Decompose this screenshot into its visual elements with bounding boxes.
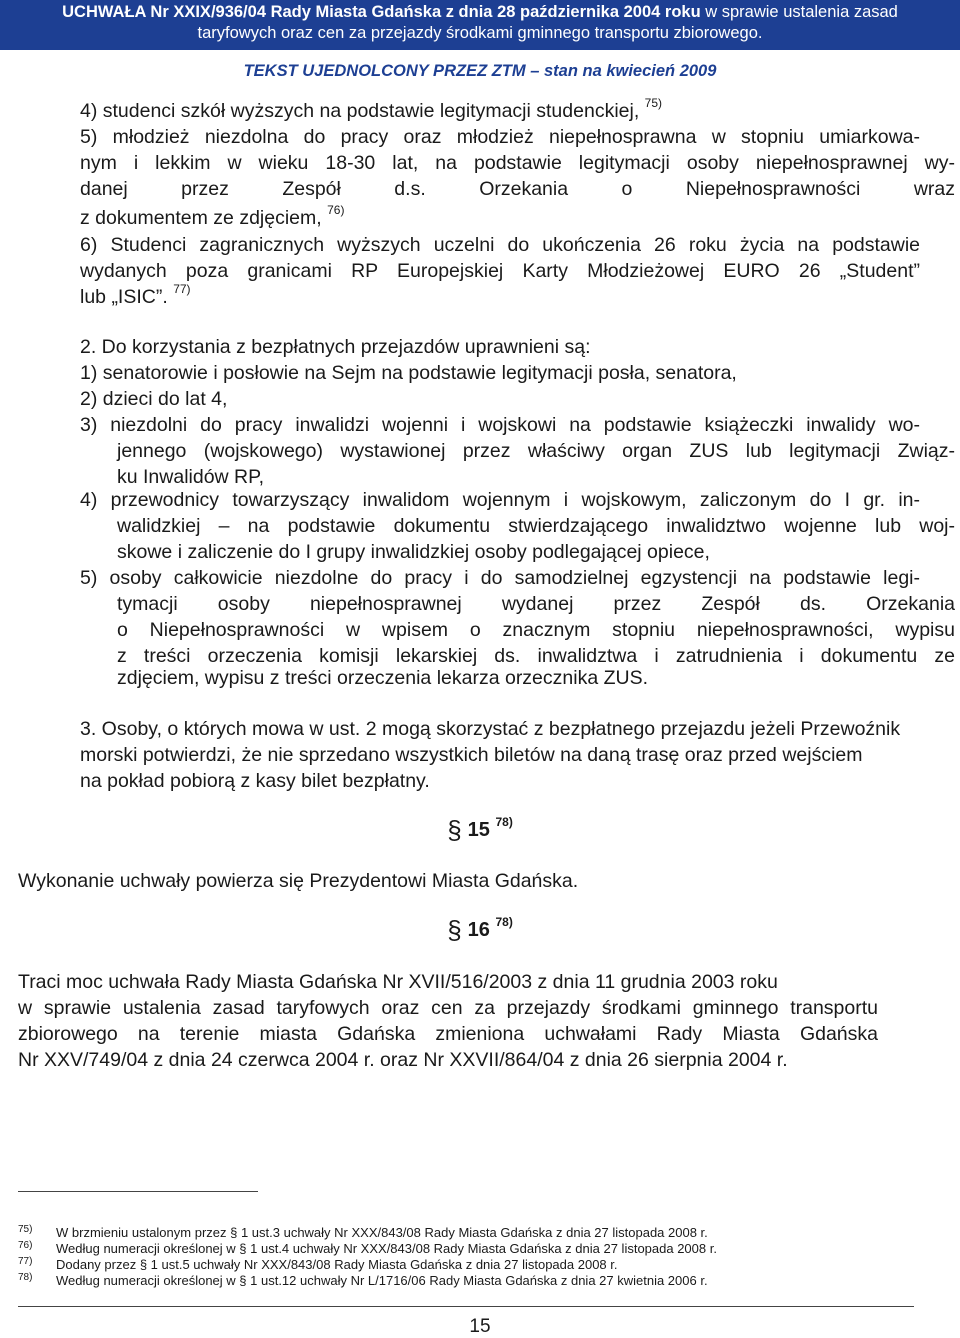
footnote-text: Dodany przez § 1 ust.5 uchwały Nr XXX/843/08 Rady Miasta Gdańska z dnia 27 listopada 2008 r.: [56, 1257, 618, 1272]
text-line-content: lub „ISIC”.: [80, 286, 168, 308]
section-symbol: §: [447, 815, 462, 845]
text-line: [80, 282, 191, 309]
header-line-1: [0, 2, 960, 23]
text-line: Traci moc uchwała Rady Miasta Gdańska Nr XVII/516/2003 z dnia 11 grudnia 2003 roku: [18, 971, 778, 993]
header-line-2: taryfowych oraz cen za przejazdy środkami gminnego transportu zbiorowego.: [197, 24, 763, 42]
section-heading-15: [0, 815, 960, 846]
section-heading-16: [0, 915, 960, 946]
text-line-content: z dokumentem ze zdjęciem,: [80, 207, 322, 229]
text-line: tymacji osoby niepełnosprawnej wydanej przez Zespół ds. Orzekania: [117, 593, 955, 615]
text-line: 1) senatorowie i posłowie na Sejm na podstawie legitymacji posła, senatora,: [80, 362, 737, 384]
footnote-ref: 78): [495, 815, 513, 829]
text-line: nym i lekkim w wieku 18-30 lat, na podstawie legitymacji osoby niepełnosprawnej wy-: [80, 152, 955, 174]
text-line: zbiorowego na terenie miasta Gdańska zmieniona uchwałami Rady Miasta Gdańska: [18, 1023, 878, 1045]
text-line: Nr XXV/749/04 z dnia 24 czerwca 2004 r. oraz Nr XXVII/864/04 z dnia 26 sierpnia 2004 r.: [18, 1049, 788, 1071]
page-footer-divider: [18, 1306, 914, 1307]
footnote-ref: 77): [173, 282, 191, 296]
footnote-text: W brzmieniu ustalonym przez § 1 ust.3 uchwały Nr XXX/843/08 Rady Miasta Gdańska z dnia 27 listopada 2008 r.: [56, 1225, 708, 1240]
text-line: 2) dzieci do lat 4,: [80, 388, 228, 410]
section-symbol: §: [447, 915, 462, 945]
text-line: Wykonanie uchwały powierza się Prezydentowi Miasta Gdańska.: [18, 870, 579, 892]
text-line: o Niepełnosprawności w wpisem o znacznym stopniu niepełnosprawności, wypisu: [117, 619, 955, 641]
text-line: 5) osoby całkowicie niezdolne do pracy i do samodzielnej egzystencji na podstawie legi-: [80, 567, 920, 589]
text-line: 2. Do korzystania z bezpłatnych przejazdów uprawnieni są:: [80, 336, 591, 358]
section-number: 16: [467, 919, 490, 941]
page-number: 15: [469, 1316, 491, 1337]
text-line: jennego (wojskowego) wystawionej przez właściwy organ ZUS lub legitymacji Związ-: [117, 440, 955, 462]
consolidated-text-note: TEKST UJEDNOLCONY PRZEZ ZTM – stan na kwiecień 2009: [243, 62, 717, 80]
text-line: 3) niezdolni do pracy inwalidzi wojenni i wojskowi na podstawie książeczki inwalidy wo-: [80, 414, 920, 436]
footnote: [18, 1270, 708, 1289]
text-line: 3. Osoby, o których mowa w ust. 2 mogą skorzystać z bezpłatnego przejazdu jeżeli Przewoźnik: [80, 718, 901, 740]
footnote-mark: 75): [18, 1224, 33, 1235]
text-line: wydanych poza granicami RP Europejskiej Karty Młodzieżowej EURO 26 „Student”: [80, 260, 920, 282]
text-line: ku Inwalidów RP,: [117, 466, 265, 488]
document-header: [0, 0, 960, 50]
text-line: skowe i zaliczenie do I grupy inwalidzkiej osoby podlegającej opiece,: [117, 541, 710, 563]
text-line: danej przez Zespół d.s. Orzekania o Niepełnosprawności wraz: [80, 178, 955, 200]
footnote-mark: 77): [18, 1256, 33, 1267]
text-line: 4) przewodnicy towarzyszący inwalidom wojennym i wojskowym, zaliczonym do I gr. in-: [80, 489, 920, 511]
header-resolution-title: UCHWAŁA Nr XXIX/936/04 Rady Miasta Gdańska z dnia 28 października 2004 roku: [62, 3, 701, 21]
footnote-ref: 78): [495, 915, 513, 929]
footnote-divider: [18, 1191, 258, 1192]
text-line: 5) młodzież niezdolna do pracy oraz młodzież niepełnosprawna w stopniu umiarkowa-: [80, 126, 920, 148]
text-line: walidzkiej – na podstawie dokumentu stwierdzającego inwalidztwo wojenne lub woj-: [117, 515, 955, 537]
text-line: na pokład pobiorą z kasy bilet bezpłatny.: [80, 770, 430, 792]
footnote-text: Według numeracji określonej w § 1 ust.12 uchwały Nr L/1716/06 Rady Miasta Gdańska z dnia 27 kwietnia 2006 r.: [56, 1273, 708, 1288]
text-line: w sprawie ustalenia zasad taryfowych oraz cen za przejazdy środkami gminnego transportu: [18, 997, 878, 1019]
footnote-ref: 76): [327, 203, 345, 217]
text-line: morski potwierdzi, że nie sprzedano wszystkich biletów na daną trasę oraz przed wejściem: [80, 744, 863, 766]
text-line: [80, 203, 345, 230]
text-line-content: 4) studenci szkół wyższych na podstawie legitymacji studenckiej,: [80, 100, 640, 122]
header-resolution-subject: w sprawie ustalenia zasad: [700, 3, 898, 21]
section-number: 15: [467, 819, 490, 841]
footnote-ref: 75): [644, 96, 663, 110]
text-line: [80, 96, 663, 123]
footnote-mark: 78): [18, 1272, 33, 1283]
text-line: 6) Studenci zagranicznych wyższych uczelni do ukończenia 26 roku życia na podstawie: [80, 234, 920, 256]
footnote-mark: 76): [18, 1240, 33, 1251]
footnote-text: Według numeracji określonej w § 1 ust.4 uchwały Nr XXX/843/08 Rady Miasta Gdańska z dnia 27 listopada 2008 r.: [56, 1241, 717, 1256]
text-line: zdjęciem, wypisu z treści orzeczenia lekarza orzecznika ZUS.: [117, 667, 649, 689]
text-line: z treści orzeczenia komisji lekarskiej ds. inwalidztwa i zatrudnienia i dokumentu ze: [117, 645, 955, 667]
